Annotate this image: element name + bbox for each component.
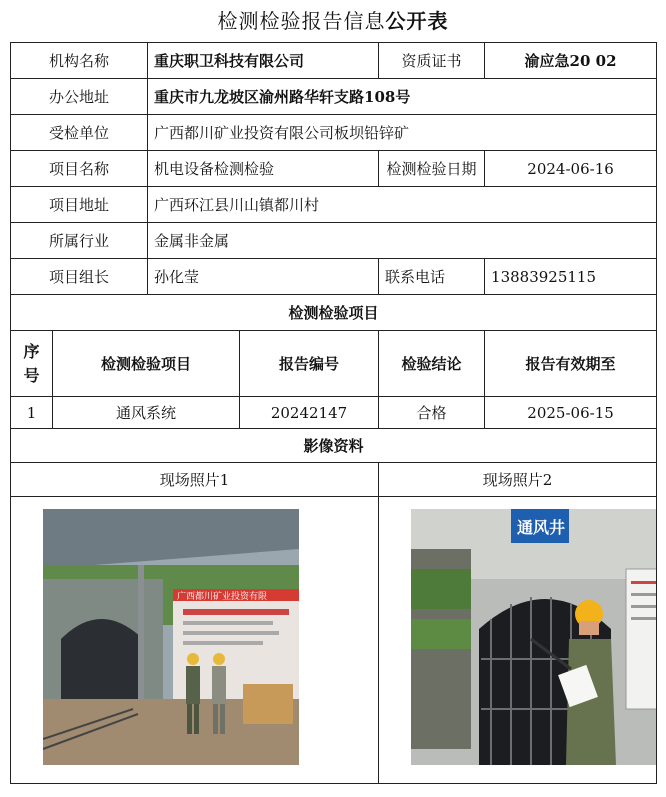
cert-label: 资质证书 [379, 43, 485, 79]
date-label: 检测检验日期 [379, 151, 485, 187]
header-valid-until: 报告有效期至 [485, 331, 657, 397]
row-conclusion: 合格 [379, 397, 485, 429]
title-suffix: 公开表 [385, 9, 449, 33]
site-value: 广西环江县川山镇都川村 [148, 187, 657, 223]
row-media-title [11, 429, 657, 463]
site-photo-2 [411, 509, 657, 765]
photo1-label: 现场照片1 [11, 463, 379, 497]
photo2-cell [379, 497, 657, 784]
page-title [0, 6, 666, 36]
org-label: 机构名称 [11, 43, 148, 79]
row-org [11, 43, 657, 79]
row-site [11, 187, 657, 223]
row-industry [11, 223, 657, 259]
media-section-title: 影像资料 [11, 429, 657, 463]
photo2-sign-text: 通风井 [517, 518, 566, 537]
client-label: 受检单位 [11, 115, 148, 151]
photo1-cell [11, 497, 379, 784]
client-value: 广西都川矿业投资有限公司板坝铅锌矿 [148, 115, 657, 151]
row-items-header [11, 331, 657, 397]
phone-label: 联系电话 [379, 259, 485, 295]
org-value: 重庆职卫科技有限公司 [148, 43, 379, 79]
row-valid-until: 2025-06-15 [485, 397, 657, 429]
title-main: 检测检验报告信息 [217, 9, 386, 33]
row-items-title [11, 295, 657, 331]
row-client [11, 115, 657, 151]
project-label: 项目名称 [11, 151, 148, 187]
items-section-title: 检测检验项目 [11, 295, 657, 331]
info-table [10, 42, 657, 784]
cert-value: 渝应急20 02 [485, 43, 657, 79]
row-photo-labels [11, 463, 657, 497]
photo2-label: 现场照片2 [379, 463, 657, 497]
header-item: 检测检验项目 [53, 331, 240, 397]
row-address [11, 79, 657, 115]
address-label: 办公地址 [11, 79, 148, 115]
table-row [11, 397, 657, 429]
row-seq: 1 [11, 397, 53, 429]
project-value: 机电设备检测检验 [148, 151, 379, 187]
industry-value: 金属非金属 [148, 223, 657, 259]
row-report-no: 20242147 [240, 397, 379, 429]
industry-label: 所属行业 [11, 223, 148, 259]
date-value: 2024-06-16 [485, 151, 657, 187]
header-seq: 序号 [11, 331, 53, 397]
row-project [11, 151, 657, 187]
site-label: 项目地址 [11, 187, 148, 223]
address-value: 重庆市九龙坡区渝州路华轩支路108号 [148, 79, 657, 115]
phone-value: 13883925115 [485, 259, 657, 295]
site-photo-1 [43, 509, 299, 765]
leader-label: 项目组长 [11, 259, 148, 295]
row-item: 通风系统 [53, 397, 240, 429]
row-leader [11, 259, 657, 295]
leader-value: 孙化莹 [148, 259, 379, 295]
header-conclusion: 检验结论 [379, 331, 485, 397]
header-report-no: 报告编号 [240, 331, 379, 397]
photo1-banner-text: 广西都川矿业投资有限 [177, 592, 268, 602]
row-photos [11, 497, 657, 784]
